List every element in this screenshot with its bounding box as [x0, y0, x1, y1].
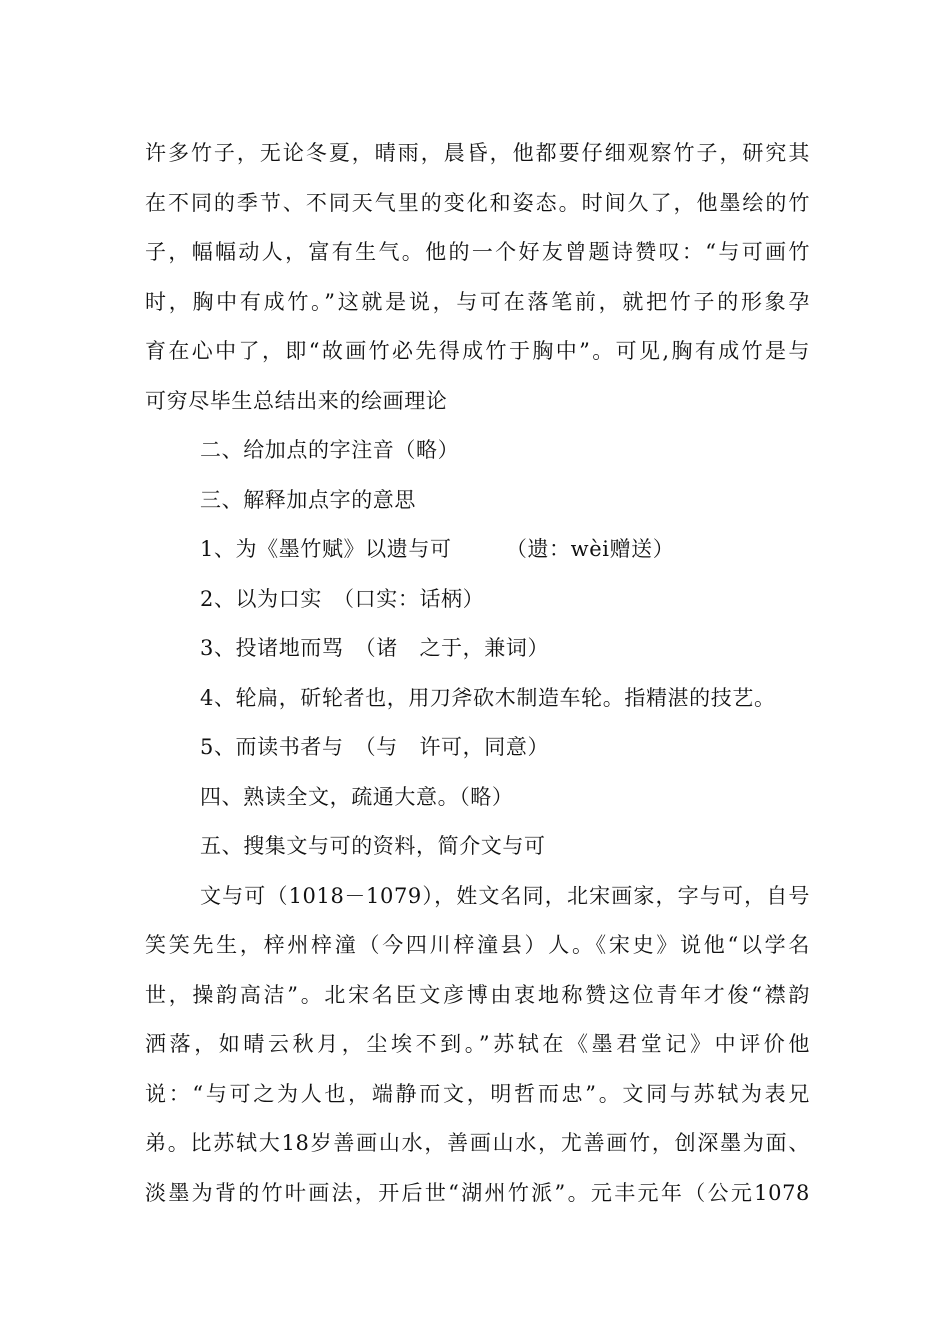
paragraph-2-line: 世，操韵高洁”。北宋名臣文彦博由衷地称赞这位青年才俊“襟韵 — [145, 983, 810, 1007]
paragraph-2-line: 说：“与可之为人也，端静而文，明哲而忠”。文同与苏轼为表兄 — [145, 1082, 810, 1106]
paragraph-1-line: 子，幅幅动人，富有生气。他的一个好友曾题诗赞叹：“与可画竹 — [145, 240, 810, 264]
paragraph-1-line: 时，胸中有成竹。”这就是说，与可在落笔前，就把竹子的形象孕 — [145, 290, 810, 314]
paragraph-2-line: 淡墨为背的竹叶画法，开后世“湖州竹派”。元丰元年（公元1078 — [145, 1181, 810, 1205]
list-item: 5、而读书者与 （与 许可，同意） — [200, 735, 550, 759]
list-item: 2、以为口实 （口实：话柄） — [200, 587, 485, 611]
paragraph-1-line: 许多竹子，无论冬夏，晴雨，晨昏，他都要仔细观察竹子，研究其 — [145, 141, 810, 165]
paragraph-2-line: 笑笑先生，梓州梓潼（今四川梓潼县）人。《宋史》说他“以学名 — [145, 933, 810, 957]
paragraph-1-line: 育在心中了，即“故画竹必先得成竹于胸中”。可见,胸有成竹是与 — [145, 339, 810, 363]
section-2-heading: 二、给加点的字注音（略） — [200, 438, 460, 462]
section-5-heading: 五、搜集文与可的资料，简介文与可 — [200, 834, 546, 858]
list-item: 4、轮扁，斫轮者也，用刀斧砍木制造车轮。指精湛的技艺。 — [200, 686, 776, 710]
paragraph-2-line: 弟。比苏轼大18岁善画山水，善画山水，尤善画竹，创深墨为面、 — [145, 1131, 810, 1155]
list-item: 1、为《墨竹赋》以遗与可 （遗：wèi赠送） — [200, 537, 675, 561]
paragraph-2-line: 文与可（1018－1079），姓文名同，北宋画家，字与可，自号 — [200, 884, 810, 908]
paragraph-1-line: 在不同的季节、不同天气里的变化和姿态。时间久了，他墨绘的竹 — [145, 191, 810, 215]
paragraph-1-line: 可穷尽毕生总结出来的绘画理论 — [145, 389, 448, 413]
section-4-heading: 四、熟读全文，疏通大意。（略） — [200, 785, 514, 809]
list-item: 3、投诸地而骂 （诸 之于，兼词） — [200, 636, 550, 660]
section-3-heading: 三、解释加点字的意思 — [200, 488, 416, 512]
paragraph-2-line: 洒落，如晴云秋月，尘埃不到。”苏轼在《墨君堂记》中评价他 — [145, 1032, 810, 1056]
